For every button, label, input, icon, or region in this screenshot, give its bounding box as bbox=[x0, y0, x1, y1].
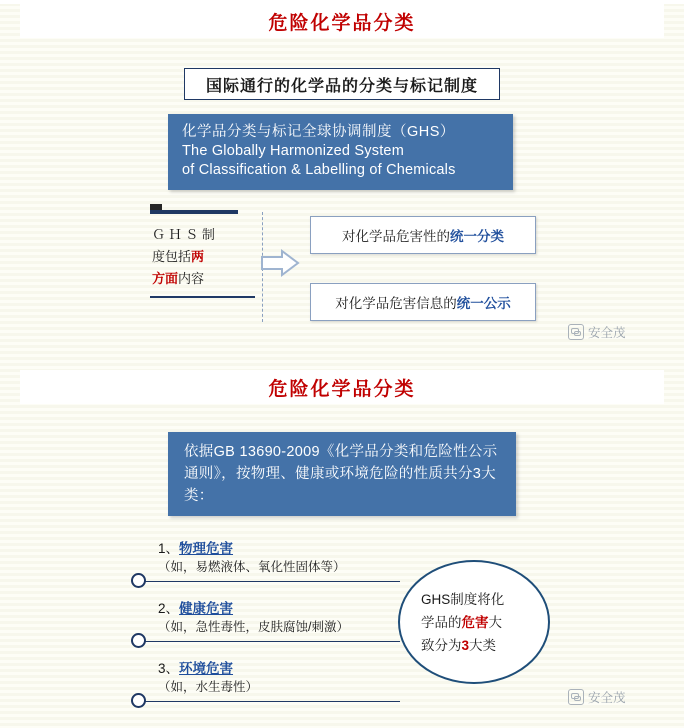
section-title-1: 危险化学品分类 bbox=[268, 12, 416, 34]
hazard-3-examples: （如，水生毒性） bbox=[158, 680, 259, 694]
ghs-banner-line-en-2: of Classification & Labelling of Chemicals bbox=[182, 162, 456, 178]
hazard-3-bullet bbox=[131, 693, 146, 708]
info-box-classification bbox=[310, 216, 536, 254]
list-item bbox=[158, 600, 418, 648]
list-item bbox=[158, 660, 418, 708]
hazard-2-heading: 2、健康危害 bbox=[158, 601, 234, 616]
arrow-right-icon bbox=[258, 248, 302, 278]
hazard-1-heading: 1、物理危害 bbox=[158, 541, 234, 556]
summary-circle bbox=[398, 560, 550, 684]
hazard-1-rule bbox=[138, 581, 400, 582]
summary-line-2: 学品的危害大 bbox=[421, 614, 502, 630]
ghs-banner-line-cn: 化学品分类与标记全球协调制度（GHS） bbox=[182, 124, 455, 140]
label-line-3: 方面内容 bbox=[152, 271, 205, 286]
wechat-icon bbox=[568, 689, 584, 705]
ghs-banner-line-en-1: The Globally Harmonized System bbox=[182, 143, 404, 159]
label-line-1: Ｇ Ｈ Ｓ 制 bbox=[152, 227, 215, 242]
label-text bbox=[152, 224, 255, 290]
info-box-communication bbox=[310, 283, 536, 321]
section-title-2: 危险化学品分类 bbox=[268, 378, 416, 400]
section-title-banner-2 bbox=[20, 370, 664, 404]
watermark-1-label: 安全茂 bbox=[588, 326, 626, 340]
hazard-2-examples: （如，急性毒性，皮肤腐蚀/刺激） bbox=[158, 620, 349, 634]
hazard-1-examples: （如，易燃液体、氧化性固体等） bbox=[158, 560, 346, 574]
hazard-2-bullet bbox=[131, 633, 146, 648]
heading-box bbox=[184, 68, 500, 100]
summary-circle-text bbox=[421, 588, 527, 657]
standard-reference-banner bbox=[168, 432, 516, 516]
list-item bbox=[158, 540, 418, 588]
standard-reference-text: 依据GB 13690-2009《化学品分类和危险性公示通则》，按物理、健康或环境危险的性质共分3大类： bbox=[184, 444, 498, 504]
ghs-two-aspects-label bbox=[150, 222, 255, 298]
hazard-2-rule bbox=[138, 641, 400, 642]
info-box-1-text: 对化学品危害性的统一分类 bbox=[342, 229, 504, 244]
heading-box-label: 国际通行的化学品的分类与标记制度 bbox=[205, 77, 478, 95]
summary-line-3: 致分为3大类 bbox=[421, 637, 497, 653]
section-ghs bbox=[0, 0, 684, 360]
hazard-1-bullet bbox=[131, 573, 146, 588]
section-title-banner-1 bbox=[20, 4, 664, 38]
info-box-2-text: 对化学品危害信息的统一公示 bbox=[335, 296, 511, 311]
wechat-icon bbox=[568, 324, 584, 340]
watermark-2 bbox=[568, 688, 626, 706]
watermark-1 bbox=[568, 323, 626, 341]
summary-line-1: GHS制度将化 bbox=[421, 591, 505, 607]
watermark-2-label: 安全茂 bbox=[588, 691, 626, 705]
hazard-3-rule bbox=[138, 701, 400, 702]
label-line-2: 度包括两 bbox=[152, 249, 205, 264]
ghs-banner bbox=[168, 114, 513, 190]
hazard-3-heading: 3、环境危害 bbox=[158, 661, 234, 676]
label-top-rule bbox=[150, 210, 238, 214]
